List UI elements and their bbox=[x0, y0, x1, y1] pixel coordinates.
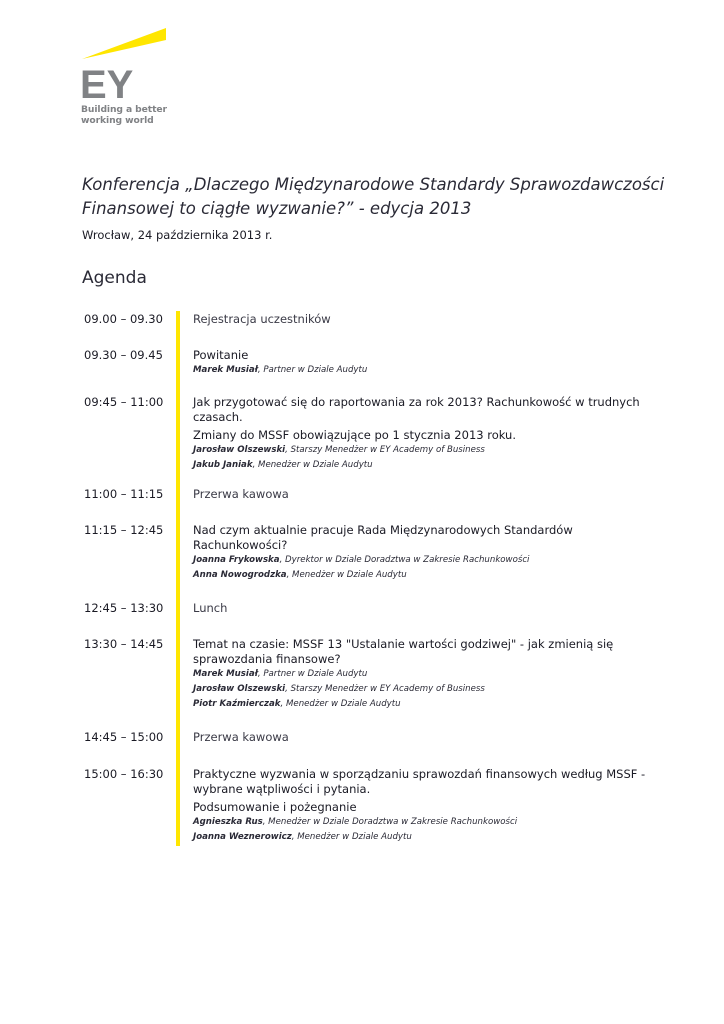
session-title: Przerwa kawowa bbox=[193, 487, 289, 501]
speaker-line bbox=[193, 667, 653, 682]
session-title: Jak przygotować się do raportowania za rok 2013? Rachunkowość w trudnych czasach. bbox=[193, 395, 640, 424]
speaker-line bbox=[193, 443, 653, 458]
speaker-role: , Starszy Menedżer w EY Academy of Business bbox=[285, 684, 485, 694]
agenda-content bbox=[193, 637, 653, 712]
title-line-1: Konferencja „Dlaczego Międzynarodowe Standardy Sprawozdawczości bbox=[82, 175, 665, 194]
logo-letters: EY bbox=[80, 63, 134, 101]
document-title bbox=[82, 173, 682, 221]
ey-logo-mark bbox=[80, 26, 170, 101]
title-line-2: Finansowej to ciągłe wyzwanie?” - edycja 2013 bbox=[82, 199, 472, 218]
speaker-name: Anna Nowogrodzka bbox=[193, 570, 287, 580]
session-title: Rejestracja uczestników bbox=[193, 312, 331, 326]
speaker-line bbox=[193, 568, 653, 583]
speaker-role: , Menedżer w Dziale Doradztwa w Zakresie Rachunkowości bbox=[262, 817, 518, 827]
agenda-time: 12:45 – 13:30 bbox=[84, 601, 164, 615]
agenda-content bbox=[193, 312, 653, 327]
speaker-role: , Menedżer w Dziale Audytu bbox=[291, 832, 412, 842]
speaker-role: , Menedżer w Dziale Audytu bbox=[280, 699, 401, 709]
session-title: Przerwa kawowa bbox=[193, 730, 289, 744]
logo-tagline-line1: Building a better bbox=[81, 104, 167, 115]
speaker-line bbox=[193, 815, 653, 830]
session-title: Podsumowanie i pożegnanie bbox=[193, 800, 357, 814]
session-title: Nad czym aktualnie pracuje Rada Międzynarodowych Standardów Rachunkowości? bbox=[193, 523, 573, 552]
agenda-content bbox=[193, 730, 653, 745]
session-title: Lunch bbox=[193, 601, 228, 615]
agenda-time: 11:00 – 11:15 bbox=[84, 487, 164, 501]
speaker-name: Marek Musiał bbox=[193, 365, 258, 375]
speaker-line bbox=[193, 682, 653, 697]
logo-tagline-line2: working world bbox=[81, 115, 154, 126]
agenda-content bbox=[193, 767, 653, 845]
session-title: Powitanie bbox=[193, 348, 249, 362]
speaker-line bbox=[193, 697, 653, 712]
agenda-heading: Agenda bbox=[82, 268, 147, 288]
agenda-time: 09.00 – 09.30 bbox=[84, 312, 163, 326]
agenda-time: 09.30 – 09.45 bbox=[84, 348, 163, 362]
agenda-content bbox=[193, 601, 653, 616]
session-title: Zmiany do MSSF obowiązujące po 1 stycznia 2013 roku. bbox=[193, 428, 516, 442]
speaker-name: Agnieszka Rus bbox=[193, 817, 263, 827]
agenda-time: 13:30 – 14:45 bbox=[84, 637, 164, 651]
speaker-role: , Dyrektor w Dziale Doradztwa w Zakresie Rachunkowości bbox=[279, 555, 530, 565]
logo-beam bbox=[82, 28, 166, 59]
session-title: Praktyczne wyzwania w sporządzaniu sprawozdań finansowych według MSSF - wybrane wątpliwości i pytania. bbox=[193, 767, 646, 796]
speaker-name: Marek Musiał bbox=[193, 669, 258, 679]
speaker-role: , Menedżer w Dziale Audytu bbox=[252, 460, 373, 470]
speaker-name: Jakub Janiak bbox=[193, 460, 253, 470]
agenda-time: 14:45 – 15:00 bbox=[84, 730, 164, 744]
agenda-content bbox=[193, 395, 653, 473]
speaker-name: Piotr Kaźmierczak bbox=[193, 699, 281, 709]
speaker-name: Jarosław Olszewski bbox=[193, 684, 286, 694]
speaker-line bbox=[193, 363, 653, 378]
speaker-name: Joanna Weznerowicz bbox=[193, 832, 292, 842]
speaker-name: Jarosław Olszewski bbox=[193, 445, 286, 455]
session-title: Temat na czasie: MSSF 13 "Ustalanie wartości godziwej" - jak zmienią się sprawozdania finansowe? bbox=[193, 637, 614, 666]
speaker-role: , Menedżer w Dziale Audytu bbox=[286, 570, 407, 580]
agenda-content bbox=[193, 523, 653, 583]
timeline-bar bbox=[176, 311, 180, 846]
event-location-date: Wrocław, 24 października 2013 r. bbox=[82, 228, 273, 242]
speaker-line bbox=[193, 553, 653, 568]
agenda-content bbox=[193, 348, 653, 378]
speaker-role: , Partner w Dziale Audytu bbox=[257, 365, 368, 375]
ey-logo bbox=[80, 26, 170, 126]
agenda-time: 15:00 – 16:30 bbox=[84, 767, 164, 781]
speaker-role: , Starszy Menedżer w EY Academy of Business bbox=[285, 445, 485, 455]
agenda-time: 09:45 – 11:00 bbox=[84, 395, 164, 409]
speaker-name: Joanna Frykowska bbox=[193, 555, 280, 565]
speaker-role: , Partner w Dziale Audytu bbox=[257, 669, 368, 679]
agenda-content bbox=[193, 487, 653, 502]
speaker-line bbox=[193, 458, 653, 473]
agenda-time: 11:15 – 12:45 bbox=[84, 523, 164, 537]
speaker-line bbox=[193, 830, 653, 845]
logo-tagline bbox=[81, 104, 181, 126]
